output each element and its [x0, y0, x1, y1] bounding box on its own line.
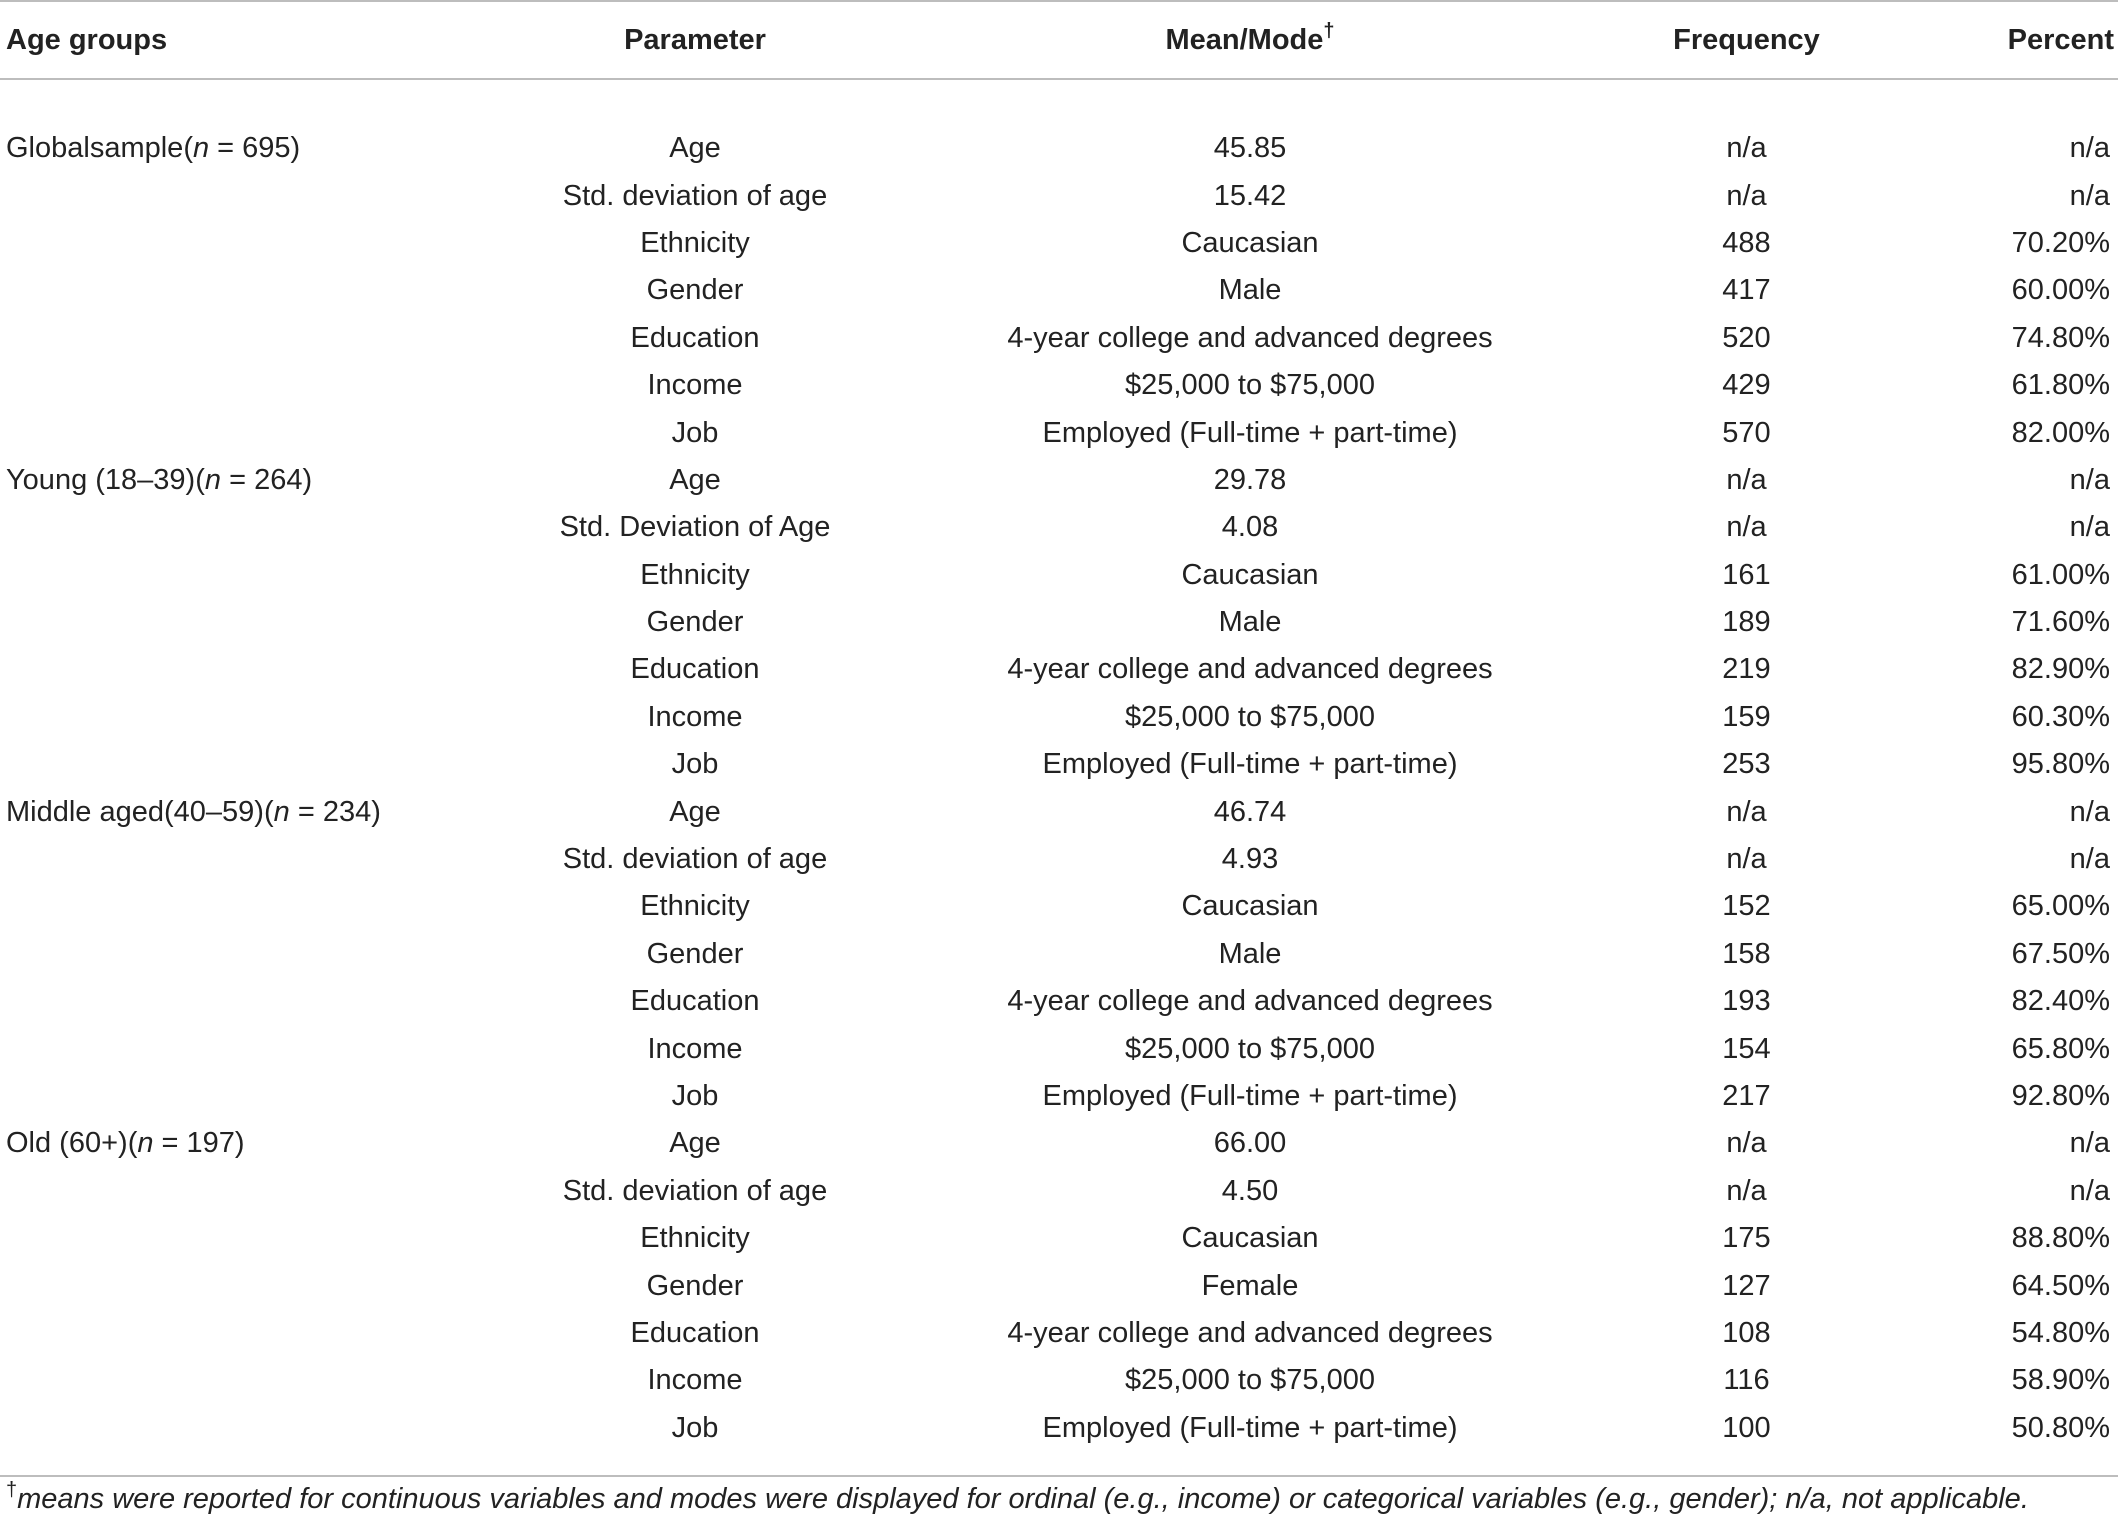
table-row [0, 315, 2118, 362]
frequency-cell: 161 [1722, 558, 1771, 591]
frequency-cell: 154 [1722, 1032, 1771, 1065]
frequency-cell: 253 [1722, 748, 1771, 781]
mean-mode-cell: $25,000 to $75,000 [1125, 1364, 1375, 1397]
header-percent: Percent [1883, 1, 2118, 79]
age-group-cell [0, 1168, 500, 1215]
frequency-cell: n/a [1726, 843, 1767, 876]
mean-mode-cell: 4-year college and advanced degrees [1007, 1316, 1493, 1349]
age-group-cell [0, 599, 500, 646]
parameter-cell: Income [647, 1364, 743, 1397]
frequency-cell: 217 [1722, 1080, 1771, 1112]
frequency-cell: n/a [1726, 1174, 1767, 1207]
percent-cell: n/a [2069, 463, 2110, 496]
table-row [0, 694, 2118, 741]
table-row [0, 504, 2118, 551]
table-row [0, 1357, 2118, 1404]
table-row [0, 1262, 2118, 1309]
header-parameter: Parameter [500, 1, 890, 79]
frequency-cell: 152 [1722, 890, 1771, 923]
frequency-cell: 219 [1722, 653, 1771, 686]
frequency-cell: 175 [1722, 1222, 1771, 1255]
table-row [0, 457, 2118, 504]
frequency-cell: 429 [1722, 369, 1771, 402]
table-row [0, 1120, 2118, 1167]
frequency-cell: 189 [1722, 606, 1771, 639]
age-group-label: Young (18–39)( [6, 463, 205, 496]
percent-cell: 58.90% [2011, 1364, 2110, 1397]
footnote-divider [0, 1475, 2118, 1477]
age-group-cell [0, 1262, 500, 1309]
mean-mode-cell: Employed (Full-time + part-time) [1042, 1411, 1458, 1444]
mean-mode-cell: 29.78 [1213, 463, 1287, 496]
percent-cell: n/a [2069, 132, 2110, 165]
parameter-cell: Education [630, 1316, 760, 1349]
mean-mode-cell: 45.85 [1213, 132, 1287, 165]
age-group-cell [0, 1310, 500, 1357]
header-mean-mode-label: Mean/Mode [1165, 23, 1324, 56]
parameter-cell: Age [669, 1127, 721, 1160]
frequency-cell: n/a [1726, 1127, 1767, 1160]
table-row [0, 409, 2118, 456]
frequency-cell: n/a [1726, 179, 1767, 212]
percent-cell: n/a [2069, 795, 2110, 828]
sample-size-value: = 234) [289, 795, 381, 828]
age-group-cell [0, 694, 500, 741]
percent-cell: 82.40% [2011, 985, 2110, 1018]
parameter-cell: Job [671, 416, 719, 449]
mean-mode-cell: 46.74 [1213, 795, 1287, 828]
table-row [0, 646, 2118, 693]
table-row [0, 599, 2118, 646]
parameter-cell: Age [669, 463, 721, 496]
footnote-text: means were reported for continuous variables and modes were displayed for ordinal (e.g., income) or categorical variables (e.g., gender); n/a, not applicable. [17, 1483, 2029, 1515]
table-row [0, 836, 2118, 883]
parameter-cell: Gender [646, 1269, 744, 1302]
percent-cell: 82.90% [2011, 653, 2110, 686]
mean-mode-cell: Male [1218, 937, 1282, 970]
parameter-cell: Gender [646, 937, 744, 970]
mean-mode-cell: 4.08 [1221, 511, 1279, 544]
footnote [6, 1479, 2029, 1516]
frequency-cell: 570 [1722, 416, 1771, 449]
parameter-cell: Age [669, 795, 721, 828]
percent-cell: 95.80% [2011, 748, 2110, 781]
age-group-label: Middle aged(40–59)( [6, 795, 274, 828]
table-row [0, 552, 2118, 599]
parameter-cell: Ethnicity [640, 226, 750, 259]
table-row [0, 267, 2118, 314]
mean-mode-cell: Caucasian [1181, 226, 1319, 259]
parameter-cell: Std. Deviation of Age [559, 511, 831, 544]
parameter-cell: Ethnicity [640, 890, 750, 923]
mean-mode-cell: $25,000 to $75,000 [1125, 369, 1375, 402]
table-row [0, 1310, 2118, 1357]
parameter-cell: Std. deviation of age [562, 179, 828, 212]
parameter-cell: Gender [646, 274, 744, 307]
age-group-cell [0, 788, 500, 835]
percent-cell: n/a [2069, 179, 2110, 212]
parameter-cell: Job [671, 748, 719, 781]
frequency-cell: n/a [1726, 511, 1767, 544]
frequency-cell: n/a [1726, 132, 1767, 165]
table-row [0, 883, 2118, 930]
header-frequency: Frequency [1610, 1, 1883, 79]
mean-mode-cell: Caucasian [1181, 890, 1319, 923]
percent-cell: n/a [2069, 843, 2110, 876]
parameter-cell: Income [647, 700, 743, 733]
frequency-cell: n/a [1726, 795, 1767, 828]
parameter-cell: Gender [646, 606, 744, 639]
mean-mode-cell: Caucasian [1181, 1222, 1319, 1255]
mean-mode-cell: Male [1218, 274, 1282, 307]
frequency-cell: n/a [1726, 463, 1767, 496]
age-group-cell [0, 1120, 500, 1167]
age-group-label: Old (60+)( [6, 1127, 138, 1160]
frequency-cell: 417 [1722, 274, 1771, 307]
age-group-cell [0, 931, 500, 978]
age-group-cell [0, 315, 500, 362]
mean-mode-cell: Employed (Full-time + part-time) [1042, 748, 1458, 781]
age-group-cell [0, 220, 500, 267]
percent-cell: 61.00% [2011, 558, 2110, 591]
parameter-cell: Age [669, 132, 721, 165]
percent-cell: 54.80% [2011, 1316, 2110, 1349]
percent-cell: 67.50% [2011, 937, 2110, 970]
frequency-cell: 158 [1722, 937, 1771, 970]
age-group-cell [0, 409, 500, 456]
age-group-cell [0, 172, 500, 219]
parameter-cell: Ethnicity [640, 1222, 750, 1255]
sample-size-value: = 264) [221, 463, 313, 496]
table-header [0, 1, 2118, 79]
mean-mode-cell: 4.50 [1221, 1174, 1279, 1207]
mean-mode-cell: $25,000 to $75,000 [1125, 1032, 1375, 1065]
table-row [0, 741, 2118, 788]
sample-size-symbol: n [204, 463, 222, 496]
percent-cell: 88.80% [2011, 1222, 2110, 1255]
header-spacer [0, 79, 2118, 125]
percent-cell: 70.20% [2011, 226, 2110, 259]
parameter-cell: Std. deviation of age [562, 1174, 828, 1207]
age-group-cell [0, 125, 500, 172]
mean-mode-cell: $25,000 to $75,000 [1125, 700, 1375, 733]
frequency-cell: 193 [1722, 985, 1771, 1018]
sample-size-value: = 695) [209, 132, 301, 165]
parameter-cell: Ethnicity [640, 558, 750, 591]
percent-cell: 65.80% [2011, 1032, 2110, 1065]
table-row [0, 220, 2118, 267]
percent-cell: 82.00% [2011, 416, 2110, 449]
table-row [0, 1025, 2118, 1072]
table-row [0, 1073, 2118, 1120]
age-group-cell [0, 836, 500, 883]
table-row [0, 1405, 2118, 1452]
sample-size-symbol: n [192, 132, 210, 165]
age-group-cell [0, 362, 500, 409]
percent-cell: n/a [2069, 1127, 2110, 1160]
age-group-cell [0, 504, 500, 551]
table-row [0, 931, 2118, 978]
table-row [0, 362, 2118, 409]
percent-cell: 60.00% [2011, 274, 2110, 307]
sample-size-symbol: n [137, 1127, 154, 1160]
percent-cell: n/a [2069, 511, 2110, 544]
percent-cell: 92.80% [2011, 1080, 2110, 1112]
mean-mode-cell: Caucasian [1181, 558, 1319, 591]
frequency-cell: 108 [1722, 1316, 1771, 1349]
table-row [0, 788, 2118, 835]
percent-cell: 64.50% [2011, 1269, 2110, 1302]
age-group-cell [0, 552, 500, 599]
parameter-cell: Job [671, 1080, 719, 1112]
percent-cell: 61.80% [2011, 369, 2110, 402]
frequency-cell: 100 [1722, 1411, 1771, 1444]
percent-cell: 60.30% [2011, 700, 2110, 733]
percent-cell: n/a [2069, 1174, 2110, 1207]
dagger-mark: † [1323, 19, 1335, 42]
sample-size-symbol: n [273, 795, 290, 828]
table-body [0, 79, 2118, 1452]
age-group-cell [0, 1025, 500, 1072]
footnote-dagger: † [6, 1479, 18, 1501]
sample-size-value: = 197) [153, 1127, 245, 1160]
mean-mode-cell: Employed (Full-time + part-time) [1042, 1080, 1458, 1112]
frequency-cell: 116 [1723, 1364, 1770, 1397]
age-group-cell [0, 1073, 500, 1120]
mean-mode-cell: 15.42 [1213, 179, 1287, 212]
mean-mode-cell: 4.93 [1221, 843, 1279, 876]
table-row [0, 125, 2118, 172]
parameter-cell: Education [630, 653, 760, 686]
parameter-cell: Income [647, 1032, 743, 1065]
frequency-cell: 520 [1722, 321, 1771, 354]
header-age-groups: Age groups [0, 1, 500, 79]
parameter-cell: Education [630, 321, 760, 354]
parameter-cell: Std. deviation of age [562, 843, 828, 876]
table-row [0, 1215, 2118, 1262]
age-group-cell [0, 1405, 500, 1452]
age-group-cell [0, 978, 500, 1025]
percent-cell: 65.00% [2011, 890, 2110, 923]
table-row [0, 978, 2118, 1025]
mean-mode-cell: Male [1218, 606, 1282, 639]
parameter-cell: Job [671, 1411, 719, 1444]
age-group-cell [0, 267, 500, 314]
percent-cell: 74.80% [2011, 321, 2110, 354]
mean-mode-cell: 4-year college and advanced degrees [1007, 653, 1493, 686]
table-row [0, 1168, 2118, 1215]
parameter-cell: Income [647, 369, 743, 402]
age-group-cell [0, 1357, 500, 1404]
age-group-cell [0, 646, 500, 693]
mean-mode-cell: 66.00 [1213, 1127, 1287, 1160]
age-group-cell [0, 883, 500, 930]
frequency-cell: 159 [1722, 700, 1771, 733]
parameter-cell: Education [630, 985, 760, 1018]
age-group-cell [0, 1215, 500, 1262]
mean-mode-cell: Employed (Full-time + part-time) [1042, 416, 1458, 449]
age-group-cell [0, 741, 500, 788]
mean-mode-cell: Female [1201, 1269, 1299, 1302]
age-group-cell [0, 457, 500, 504]
table-row [0, 172, 2118, 219]
age-group-label: Globalsample( [6, 132, 193, 165]
mean-mode-cell: 4-year college and advanced degrees [1007, 321, 1493, 354]
header-mean-mode [890, 1, 1610, 79]
mean-mode-cell: 4-year college and advanced degrees [1007, 985, 1493, 1018]
frequency-cell: 488 [1722, 226, 1771, 259]
percent-cell: 50.80% [2011, 1411, 2110, 1444]
frequency-cell: 127 [1722, 1269, 1771, 1302]
percent-cell: 71.60% [2011, 606, 2110, 639]
